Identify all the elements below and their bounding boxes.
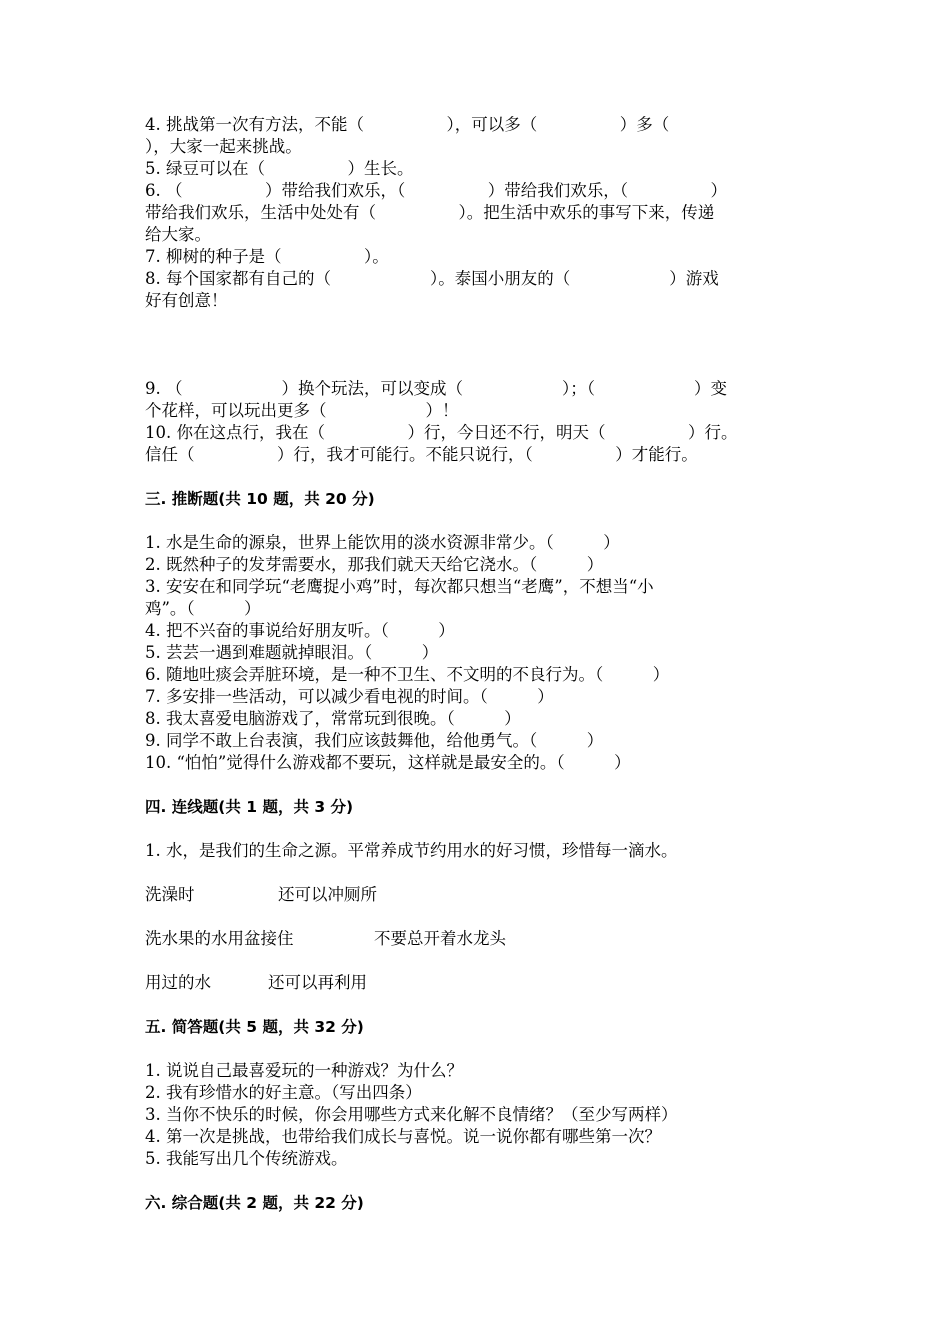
question-line: 4. 挑战第一次有方法，不能（ ），可以多（ ）多（ bbox=[145, 115, 670, 134]
question-line: 5. 我能写出几个传统游戏。 bbox=[145, 1149, 348, 1168]
question-line: 4. 第一次是挑战，也带给我们成长与喜悦。说一说你都有哪些第一次？ bbox=[145, 1127, 661, 1146]
match-left-item: 用过的水 bbox=[145, 973, 211, 992]
question-line: ），大家一起来挑战。 bbox=[145, 137, 302, 156]
match-right-item: 还可以再利用 bbox=[268, 973, 367, 992]
question-line: 6. 随地吐痰会弄脏环境，是一种不卫生、不文明的不良行为。（ ） bbox=[145, 665, 670, 684]
match-row bbox=[145, 884, 810, 906]
page-content bbox=[145, 114, 810, 1236]
question-line: 8. 我太喜爱电脑游戏了，常常玩到很晚。（ ） bbox=[145, 709, 521, 728]
section-title-judgement: 三. 推断题(共 10 题，共 20 分) bbox=[145, 490, 375, 508]
section-title-short-answer: 五. 简答题(共 5 题，共 32 分) bbox=[145, 1018, 364, 1036]
question-line: 信任（ ）行，我才可能行。不能只说行，（ ）才能行。 bbox=[145, 445, 698, 464]
match-right-item: 不要总开着水龙头 bbox=[374, 929, 506, 948]
question-line: 7. 多安排一些活动，可以减少看电视的时间。（ ） bbox=[145, 687, 554, 706]
question-line: 4. 把不兴奋的事说给好朋友听。（ ） bbox=[145, 621, 455, 640]
question-line: 好有创意！ bbox=[145, 291, 228, 310]
question-line: 6. （ ）带给我们欢乐，（ ）带给我们欢乐，（ ） bbox=[145, 181, 727, 200]
blank-space bbox=[145, 312, 810, 378]
question-line: 3. 安安在和同学玩“老鹰捉小鸡”时，每次都只想当“老鹰”，不想当“小 bbox=[145, 577, 654, 596]
question-line: 9. 同学不敢上台表演，我们应该鼓舞他，给他勇气。（ ） bbox=[145, 731, 604, 750]
judgement-questions bbox=[145, 532, 810, 774]
matching-intro: 1. 水，是我们的生命之源。平常养成节约用水的好习惯，珍惜每一滴水。 bbox=[145, 841, 678, 860]
section-title-comprehensive: 六. 综合题(共 2 题，共 22 分) bbox=[145, 1194, 364, 1212]
question-line: 1. 说说自己最喜爱玩的一种游戏？为什么？ bbox=[145, 1061, 463, 1080]
match-left-item: 洗水果的水用盆接住 bbox=[145, 929, 294, 948]
match-row bbox=[145, 928, 810, 950]
question-line: 10. 你在这点行，我在（ ）行，今日还不行，明天（ ）行。 bbox=[145, 423, 738, 442]
match-left-item: 洗澡时 bbox=[145, 885, 195, 904]
question-line: 2. 既然种子的发芽需要水，那我们就天天给它浇水。（ ） bbox=[145, 555, 604, 574]
question-line: 带给我们欢乐，生活中处处有（ ）。把生活中欢乐的事写下来，传递 bbox=[145, 203, 715, 222]
question-line: 9. （ ）换个玩法，可以变成（ ）；（ ）变 bbox=[145, 379, 727, 398]
match-row bbox=[145, 972, 810, 994]
question-line: 3. 当你不快乐的时候，你会用哪些方式来化解不良情绪？（至少写两样） bbox=[145, 1105, 678, 1124]
question-line: 1. 水是生命的源泉，世界上能饮用的淡水资源非常少。（ ） bbox=[145, 533, 620, 552]
question-line: 8. 每个国家都有自己的（ ）。泰国小朋友的（ ）游戏 bbox=[145, 269, 719, 288]
question-line: 7. 柳树的种子是（ ）。 bbox=[145, 247, 389, 266]
section-title-matching: 四. 连线题(共 1 题，共 3 分) bbox=[145, 798, 354, 816]
match-right-item: 还可以冲厕所 bbox=[278, 885, 377, 904]
fill-blank-questions bbox=[145, 114, 810, 466]
question-line: 个花样，可以玩出更多（ ）！ bbox=[145, 401, 459, 420]
question-line: 鸡”。（ ） bbox=[145, 599, 261, 618]
question-line: 给大家。 bbox=[145, 225, 211, 244]
question-line: 10. “怕怕”觉得什么游戏都不要玩，这样就是最安全的。（ ） bbox=[145, 753, 631, 772]
question-line: 5. 芸芸一遇到难题就掉眼泪。（ ） bbox=[145, 643, 439, 662]
short-answer-questions bbox=[145, 1060, 810, 1170]
matching-pairs bbox=[145, 884, 810, 994]
question-line: 2. 我有珍惜水的好主意。（写出四条） bbox=[145, 1083, 422, 1102]
question-line: 5. 绿豆可以在（ ）生长。 bbox=[145, 159, 414, 178]
